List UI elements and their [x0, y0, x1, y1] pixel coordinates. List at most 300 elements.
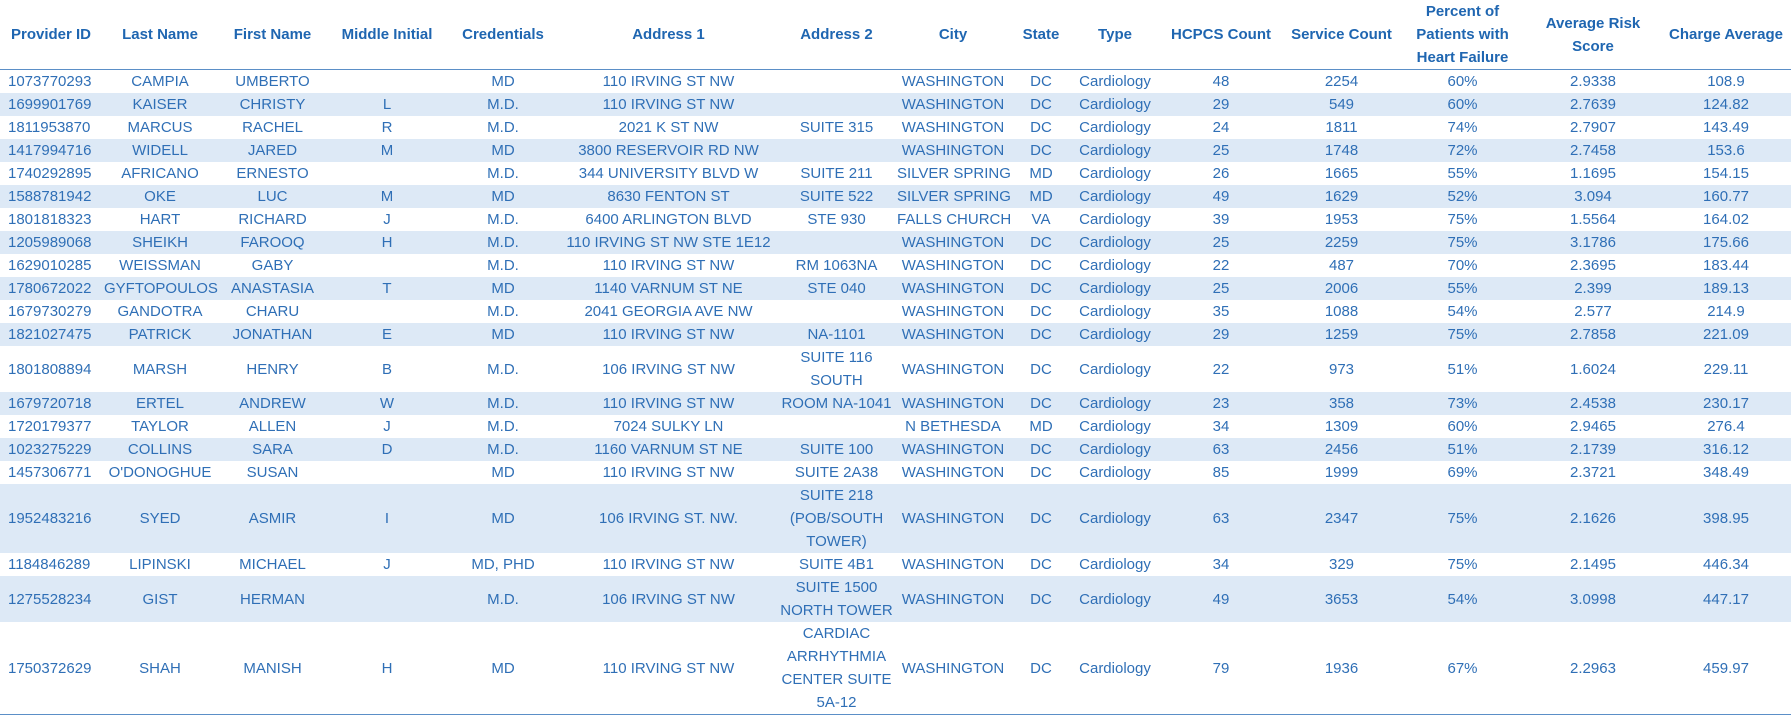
- table-row: [0, 70, 1791, 94]
- hcpcs-count-cell: 25: [1159, 139, 1283, 162]
- hcpcs-count-cell: 39: [1212, 211, 1230, 228]
- city-cell: WASHINGTON: [901, 556, 1005, 573]
- state-cell: DC: [1030, 556, 1052, 573]
- average-risk-score-cell: 2.1626: [1525, 484, 1661, 553]
- city-cell: WASHINGTON: [895, 139, 1011, 162]
- col-header-last-name: Last Name: [102, 0, 218, 70]
- address-1-cell: 1140 VARNUM ST NE: [559, 277, 778, 300]
- percent-heart-failure-cell: 60%: [1447, 73, 1478, 90]
- address-2-cell: [778, 93, 895, 116]
- credentials-cell: M.D.: [487, 211, 519, 228]
- first-name-cell: ASMIR: [218, 484, 327, 553]
- service-count-cell: 1936: [1283, 622, 1400, 715]
- type-cell: Cardiology: [1079, 73, 1151, 90]
- percent-heart-failure-cell: 75%: [1447, 211, 1478, 228]
- state-cell: DC: [1011, 93, 1071, 116]
- address-1-cell: 106 IRVING ST NW: [602, 360, 735, 378]
- address-1-cell: 2021 K ST NW: [618, 119, 719, 136]
- address-2-cell: [778, 300, 895, 323]
- service-count-cell: 2347: [1283, 484, 1400, 553]
- middle-initial-cell: D: [327, 438, 447, 461]
- type-cell: Cardiology: [1071, 231, 1159, 254]
- credentials-cell: MD: [447, 622, 559, 715]
- last-name-cell: GIST: [102, 576, 218, 622]
- col-header-middle-initial: Middle Initial: [327, 0, 447, 70]
- hcpcs-count-cell: 23: [1159, 392, 1283, 415]
- city-cell: FALLS CHURCH: [897, 211, 1011, 228]
- percent-heart-failure-cell: 75%: [1400, 323, 1525, 346]
- last-name-cell: O'DONOGHUE: [108, 464, 212, 481]
- service-count-cell: 1953: [1324, 211, 1359, 228]
- state-cell: DC: [1011, 139, 1071, 162]
- hcpcs-count-cell: 79: [1159, 622, 1283, 715]
- address-1-cell: 110 IRVING ST NW: [602, 73, 735, 90]
- credentials-cell: M.D.: [487, 119, 519, 136]
- type-cell: Cardiology: [1079, 556, 1151, 573]
- provider-id-cell: 1023275229: [0, 438, 102, 461]
- hcpcs-count-cell: 34: [1212, 418, 1230, 435]
- table-row: [0, 553, 1791, 576]
- last-name-cell: GANDOTRA: [117, 303, 203, 320]
- first-name-cell: UMBERTO: [235, 73, 310, 90]
- state-cell: DC: [1011, 231, 1071, 254]
- table-row: [0, 231, 1791, 254]
- percent-heart-failure-cell: 75%: [1400, 484, 1525, 553]
- first-name-cell: CHARU: [245, 303, 300, 320]
- address-1-cell: 110 IRVING ST NW: [602, 464, 735, 481]
- table-row: [0, 576, 1791, 622]
- address-2-cell: STE 040: [778, 277, 895, 300]
- middle-initial-cell: E: [327, 323, 447, 346]
- hcpcs-count-cell: 24: [1212, 119, 1230, 136]
- charge-average-cell: 221.09: [1661, 323, 1791, 346]
- service-count-cell: 1088: [1324, 303, 1359, 320]
- provider-id-cell: 1679730279: [8, 303, 92, 320]
- address-2-cell: NA-1101: [778, 323, 895, 346]
- percent-heart-failure-cell: 69%: [1447, 464, 1478, 481]
- provider-id-cell: 1801818323: [8, 211, 92, 228]
- table-row: [0, 277, 1791, 300]
- state-cell: DC: [1030, 303, 1052, 320]
- middle-initial-cell: L: [327, 93, 447, 116]
- type-cell: Cardiology: [1079, 360, 1151, 378]
- address-1-cell: 3800 RESERVOIR RD NW: [559, 139, 778, 162]
- average-risk-score-cell: 2.9338: [1570, 73, 1616, 90]
- col-header-percent-heart-failure: Percent of Patients with Heart Failure: [1400, 0, 1525, 70]
- col-header-state: State: [1011, 0, 1071, 70]
- first-name-cell: GABY: [251, 257, 294, 274]
- percent-heart-failure-cell: 74%: [1447, 119, 1478, 136]
- state-cell: DC: [1030, 73, 1052, 90]
- address-1-cell: 8630 FENTON ST: [559, 185, 778, 208]
- charge-average-cell: 348.49: [1703, 464, 1749, 481]
- middle-initial-cell: J: [383, 418, 391, 435]
- first-name-cell: HERMAN: [218, 576, 327, 622]
- charge-average-cell: 108.9: [1707, 73, 1745, 90]
- provider-id-cell: 1629010285: [8, 257, 92, 274]
- service-count-cell: 1259: [1283, 323, 1400, 346]
- first-name-cell: RACHEL: [242, 119, 303, 136]
- hcpcs-count-cell: 25: [1159, 231, 1283, 254]
- hcpcs-count-cell: 22: [1212, 360, 1230, 378]
- state-cell: DC: [1011, 622, 1071, 715]
- state-cell: DC: [1011, 576, 1071, 622]
- col-header-address-1: Address 1: [559, 0, 778, 70]
- average-risk-score-cell: 3.0998: [1525, 576, 1661, 622]
- address-2-cell: SUITE 4B1: [798, 556, 875, 573]
- middle-initial-cell: M: [327, 185, 447, 208]
- average-risk-score-cell: 2.7639: [1525, 93, 1661, 116]
- last-name-cell: AFRICANO: [121, 165, 199, 182]
- credentials-cell: MD: [491, 73, 515, 90]
- col-header-first-name: First Name: [218, 0, 327, 70]
- middle-initial-cell: J: [383, 211, 391, 228]
- credentials-cell: M.D.: [447, 438, 559, 461]
- address-2-cell: [778, 139, 895, 162]
- middle-initial-cell: W: [327, 392, 447, 415]
- hcpcs-count-cell: 35: [1212, 303, 1230, 320]
- service-count-cell: 2456: [1283, 438, 1400, 461]
- average-risk-score-cell: 2.399: [1525, 277, 1661, 300]
- provider-id-cell: 1417994716: [0, 139, 102, 162]
- percent-heart-failure-cell: 55%: [1447, 165, 1478, 182]
- city-cell: WASHINGTON: [895, 576, 1011, 622]
- state-cell: DC: [1030, 464, 1052, 481]
- charge-average-cell: 143.49: [1703, 119, 1749, 136]
- average-risk-score-cell: 1.6024: [1570, 360, 1616, 378]
- middle-initial-cell: [327, 162, 447, 185]
- col-header-address-2: Address 2: [778, 0, 895, 70]
- middle-initial-cell: T: [327, 277, 447, 300]
- hcpcs-count-cell: 34: [1212, 556, 1230, 573]
- last-name-cell: WIDELL: [102, 139, 218, 162]
- average-risk-score-cell: 2.2963: [1525, 622, 1661, 715]
- average-risk-score-cell: 2.3721: [1570, 464, 1616, 481]
- col-header-credentials: Credentials: [447, 0, 559, 70]
- service-count-cell: 2259: [1283, 231, 1400, 254]
- address-1-cell: 106 IRVING ST. NW.: [559, 484, 778, 553]
- provider-id-cell: 1740292895: [8, 165, 92, 182]
- address-1-cell: 344 UNIVERSITY BLVD W: [578, 165, 759, 182]
- first-name-cell: RICHARD: [238, 211, 307, 228]
- first-name-cell: CHRISTY: [218, 93, 327, 116]
- col-header-hcpcs-count: HCPCS Count: [1159, 0, 1283, 70]
- hcpcs-count-cell: 29: [1159, 323, 1283, 346]
- percent-heart-failure-cell: 60%: [1400, 93, 1525, 116]
- type-cell: Cardiology: [1071, 392, 1159, 415]
- last-name-cell: KAISER: [102, 93, 218, 116]
- city-cell: WASHINGTON: [901, 119, 1005, 136]
- hcpcs-count-cell: 63: [1159, 438, 1283, 461]
- provider-id-cell: 1184846289: [8, 556, 91, 573]
- credentials-cell: MD: [447, 277, 559, 300]
- provider-id-cell: 1457306771: [8, 464, 92, 481]
- type-cell: Cardiology: [1071, 438, 1159, 461]
- service-count-cell: 2006: [1283, 277, 1400, 300]
- credentials-cell: MD: [447, 323, 559, 346]
- address-1-cell: 110 IRVING ST NW: [559, 392, 778, 415]
- service-count-cell: 973: [1328, 360, 1355, 378]
- charge-average-cell: 154.15: [1703, 165, 1749, 182]
- service-count-cell: 329: [1328, 556, 1355, 573]
- charge-average-cell: 175.66: [1661, 231, 1791, 254]
- middle-initial-cell: H: [327, 231, 447, 254]
- provider-id-cell: 1588781942: [0, 185, 102, 208]
- table-row: [0, 139, 1791, 162]
- middle-initial-cell: [327, 461, 447, 484]
- city-cell: WASHINGTON: [895, 231, 1011, 254]
- address-2-cell: SUITE 211: [800, 165, 873, 182]
- charge-average-cell: 214.9: [1707, 303, 1745, 320]
- first-name-cell: MANISH: [218, 622, 327, 715]
- percent-heart-failure-cell: 51%: [1400, 438, 1525, 461]
- credentials-cell: MD, PHD: [471, 556, 535, 573]
- table-row: [0, 116, 1791, 139]
- charge-average-cell: 160.77: [1661, 185, 1791, 208]
- first-name-cell: ANASTASIA: [218, 277, 327, 300]
- credentials-cell: M.D.: [447, 231, 559, 254]
- header-row: [0, 0, 1791, 70]
- last-name-cell: TAYLOR: [131, 418, 189, 435]
- middle-initial-cell: [327, 254, 447, 277]
- state-cell: DC: [1030, 119, 1052, 136]
- first-name-cell: SARA: [218, 438, 327, 461]
- address-2-cell: CARDIAC ARRHYTHMIA CENTER SUITE 5A-12: [778, 622, 895, 715]
- address-1-cell: 110 IRVING ST NW: [602, 556, 735, 573]
- charge-average-cell: 276.4: [1707, 418, 1745, 435]
- address-2-cell: [778, 231, 895, 254]
- type-cell: Cardiology: [1079, 165, 1151, 182]
- address-1-cell: 7024 SULKY LN: [613, 418, 724, 435]
- credentials-cell: M.D.: [447, 392, 559, 415]
- last-name-cell: PATRICK: [102, 323, 218, 346]
- city-cell: WASHINGTON: [895, 438, 1011, 461]
- charge-average-cell: 447.17: [1661, 576, 1791, 622]
- provider-id-cell: 1811953870: [8, 119, 91, 136]
- middle-initial-cell: R: [381, 119, 393, 136]
- provider-id-cell: 1679720718: [0, 392, 102, 415]
- charge-average-cell: 183.44: [1703, 257, 1749, 274]
- credentials-cell: M.D.: [487, 418, 519, 435]
- percent-heart-failure-cell: 75%: [1400, 231, 1525, 254]
- service-count-cell: 1748: [1283, 139, 1400, 162]
- first-name-cell: ALLEN: [248, 418, 297, 435]
- last-name-cell: WEISSMAN: [119, 257, 201, 274]
- percent-heart-failure-cell: 70%: [1447, 257, 1478, 274]
- average-risk-score-cell: 2.1495: [1570, 556, 1616, 573]
- last-name-cell: OKE: [102, 185, 218, 208]
- state-cell: DC: [1011, 277, 1071, 300]
- address-2-cell: ROOM NA-1041: [778, 392, 895, 415]
- average-risk-score-cell: 2.1739: [1525, 438, 1661, 461]
- table-row: [0, 93, 1791, 116]
- address-2-cell: SUITE 2A38: [794, 464, 879, 481]
- average-risk-score-cell: 2.7858: [1525, 323, 1661, 346]
- service-count-cell: 1665: [1324, 165, 1359, 182]
- average-risk-score-cell: 2.4538: [1525, 392, 1661, 415]
- address-2-cell: STE 930: [807, 211, 866, 228]
- address-1-cell: 6400 ARLINGTON BLVD: [585, 211, 752, 228]
- last-name-cell: MARCUS: [127, 119, 193, 136]
- service-count-cell: 1309: [1324, 418, 1359, 435]
- credentials-cell: M.D.: [447, 576, 559, 622]
- city-cell: WASHINGTON: [901, 360, 1005, 378]
- city-cell: WASHINGTON: [901, 464, 1005, 481]
- state-cell: DC: [1011, 438, 1071, 461]
- hcpcs-count-cell: 49: [1159, 185, 1283, 208]
- state-cell: MD: [1011, 185, 1071, 208]
- last-name-cell: COLLINS: [102, 438, 218, 461]
- table-row: [0, 323, 1791, 346]
- hcpcs-count-cell: 26: [1212, 165, 1230, 182]
- charge-average-cell: 124.82: [1661, 93, 1791, 116]
- provider-id-cell: 1821027475: [0, 323, 102, 346]
- type-cell: Cardiology: [1071, 93, 1159, 116]
- middle-initial-cell: J: [383, 556, 391, 573]
- percent-heart-failure-cell: 55%: [1400, 277, 1525, 300]
- city-cell: WASHINGTON: [895, 277, 1011, 300]
- address-2-cell: SUITE 100: [778, 438, 895, 461]
- type-cell: Cardiology: [1071, 622, 1159, 715]
- address-1-cell: 110 IRVING ST NW: [559, 622, 778, 715]
- table-row: [0, 438, 1791, 461]
- address-1-cell: 2041 GEORGIA AVE NW: [584, 303, 753, 320]
- middle-initial-cell: [327, 300, 447, 323]
- credentials-cell: MD: [447, 139, 559, 162]
- service-count-cell: 487: [1328, 257, 1355, 274]
- last-name-cell: GYFTOPOULOS: [102, 277, 218, 300]
- address-2-cell: [778, 415, 895, 438]
- charge-average-cell: 398.95: [1661, 484, 1791, 553]
- hcpcs-count-cell: 49: [1159, 576, 1283, 622]
- credentials-cell: M.D.: [447, 93, 559, 116]
- city-cell: WASHINGTON: [901, 73, 1005, 90]
- table-row: [0, 185, 1791, 208]
- charge-average-cell: 153.6: [1661, 139, 1791, 162]
- first-name-cell: LUC: [218, 185, 327, 208]
- city-cell: WASHINGTON: [901, 257, 1005, 274]
- col-header-average-risk-score: Average Risk Score: [1525, 0, 1661, 70]
- provider-id-cell: 1699901769: [0, 93, 102, 116]
- charge-average-cell: 229.11: [1703, 360, 1749, 378]
- service-count-cell: 549: [1283, 93, 1400, 116]
- provider-id-cell: 1275528234: [0, 576, 102, 622]
- average-risk-score-cell: 1.5564: [1570, 211, 1616, 228]
- type-cell: Cardiology: [1071, 277, 1159, 300]
- address-2-cell: SUITE 522: [778, 185, 895, 208]
- credentials-cell: MD: [491, 464, 515, 481]
- type-cell: Cardiology: [1079, 257, 1151, 274]
- table-body: [0, 70, 1791, 715]
- provider-id-cell: 1750372629: [0, 622, 102, 715]
- first-name-cell: JARED: [218, 139, 327, 162]
- charge-average-cell: 164.02: [1703, 211, 1749, 228]
- type-cell: Cardiology: [1079, 303, 1151, 320]
- percent-heart-failure-cell: 72%: [1400, 139, 1525, 162]
- average-risk-score-cell: 3.1786: [1525, 231, 1661, 254]
- city-cell: WASHINGTON: [895, 323, 1011, 346]
- table-row: [0, 300, 1791, 323]
- credentials-cell: M.D.: [487, 303, 519, 320]
- credentials-cell: MD: [447, 185, 559, 208]
- average-risk-score-cell: 2.7907: [1570, 119, 1616, 136]
- charge-average-cell: 459.97: [1661, 622, 1791, 715]
- city-cell: SILVER SPRING: [895, 185, 1011, 208]
- address-1-cell: 1160 VARNUM ST NE: [559, 438, 778, 461]
- last-name-cell: SHEIKH: [102, 231, 218, 254]
- state-cell: DC: [1011, 323, 1071, 346]
- provider-id-cell: 1720179377: [8, 418, 92, 435]
- service-count-cell: 358: [1283, 392, 1400, 415]
- percent-heart-failure-cell: 54%: [1400, 576, 1525, 622]
- first-name-cell: JONATHAN: [218, 323, 327, 346]
- last-name-cell: CAMPIA: [131, 73, 189, 90]
- credentials-cell: M.D.: [487, 165, 519, 182]
- percent-heart-failure-cell: 51%: [1447, 360, 1478, 378]
- table-row: [0, 346, 1791, 392]
- address-1-cell: 110 IRVING ST NW STE 1E12: [559, 231, 778, 254]
- last-name-cell: HART: [139, 211, 181, 228]
- state-cell: DC: [1011, 392, 1071, 415]
- address-2-cell: [778, 70, 895, 94]
- average-risk-score-cell: 2.7458: [1525, 139, 1661, 162]
- type-cell: Cardiology: [1071, 323, 1159, 346]
- provider-id-cell: 1205989068: [0, 231, 102, 254]
- charge-average-cell: 316.12: [1661, 438, 1791, 461]
- table-row: [0, 208, 1791, 231]
- service-count-cell: 1629: [1283, 185, 1400, 208]
- type-cell: Cardiology: [1079, 119, 1151, 136]
- middle-initial-cell: M: [327, 139, 447, 162]
- last-name-cell: LIPINSKI: [129, 556, 191, 573]
- first-name-cell: ERNESTO: [236, 165, 309, 182]
- provider-id-cell: 1780672022: [0, 277, 102, 300]
- type-cell: Cardiology: [1071, 484, 1159, 553]
- middle-initial-cell: [327, 70, 447, 94]
- address-2-cell: SUITE 218 (POB/SOUTH TOWER): [778, 484, 895, 553]
- charge-average-cell: 189.13: [1661, 277, 1791, 300]
- first-name-cell: HENRY: [246, 360, 299, 378]
- col-header-type: Type: [1071, 0, 1159, 70]
- table-row: [0, 622, 1791, 715]
- col-header-city: City: [895, 0, 1011, 70]
- middle-initial-cell: I: [327, 484, 447, 553]
- credentials-cell: MD: [447, 484, 559, 553]
- hcpcs-count-cell: 25: [1159, 277, 1283, 300]
- address-2-cell: SUITE 315: [799, 119, 874, 136]
- service-count-cell: 1999: [1324, 464, 1359, 481]
- provider-id-cell: 1801808894: [8, 360, 92, 378]
- city-cell: WASHINGTON: [901, 303, 1005, 320]
- address-1-cell: 110 IRVING ST NW: [602, 257, 735, 274]
- percent-heart-failure-cell: 67%: [1400, 622, 1525, 715]
- city-cell: WASHINGTON: [895, 93, 1011, 116]
- middle-initial-cell: H: [327, 622, 447, 715]
- credentials-cell: M.D.: [487, 257, 519, 274]
- table-row: [0, 461, 1791, 484]
- average-risk-score-cell: 1.1695: [1570, 165, 1616, 182]
- state-cell: MD: [1029, 418, 1053, 435]
- middle-initial-cell: [327, 576, 447, 622]
- col-header-provider-id: Provider ID: [0, 0, 102, 70]
- city-cell: WASHINGTON: [895, 622, 1011, 715]
- percent-heart-failure-cell: 73%: [1400, 392, 1525, 415]
- average-risk-score-cell: 2.577: [1574, 303, 1612, 320]
- charge-average-cell: 446.34: [1703, 556, 1749, 573]
- first-name-cell: ANDREW: [218, 392, 327, 415]
- hcpcs-count-cell: 22: [1212, 257, 1230, 274]
- middle-initial-cell: B: [381, 360, 392, 378]
